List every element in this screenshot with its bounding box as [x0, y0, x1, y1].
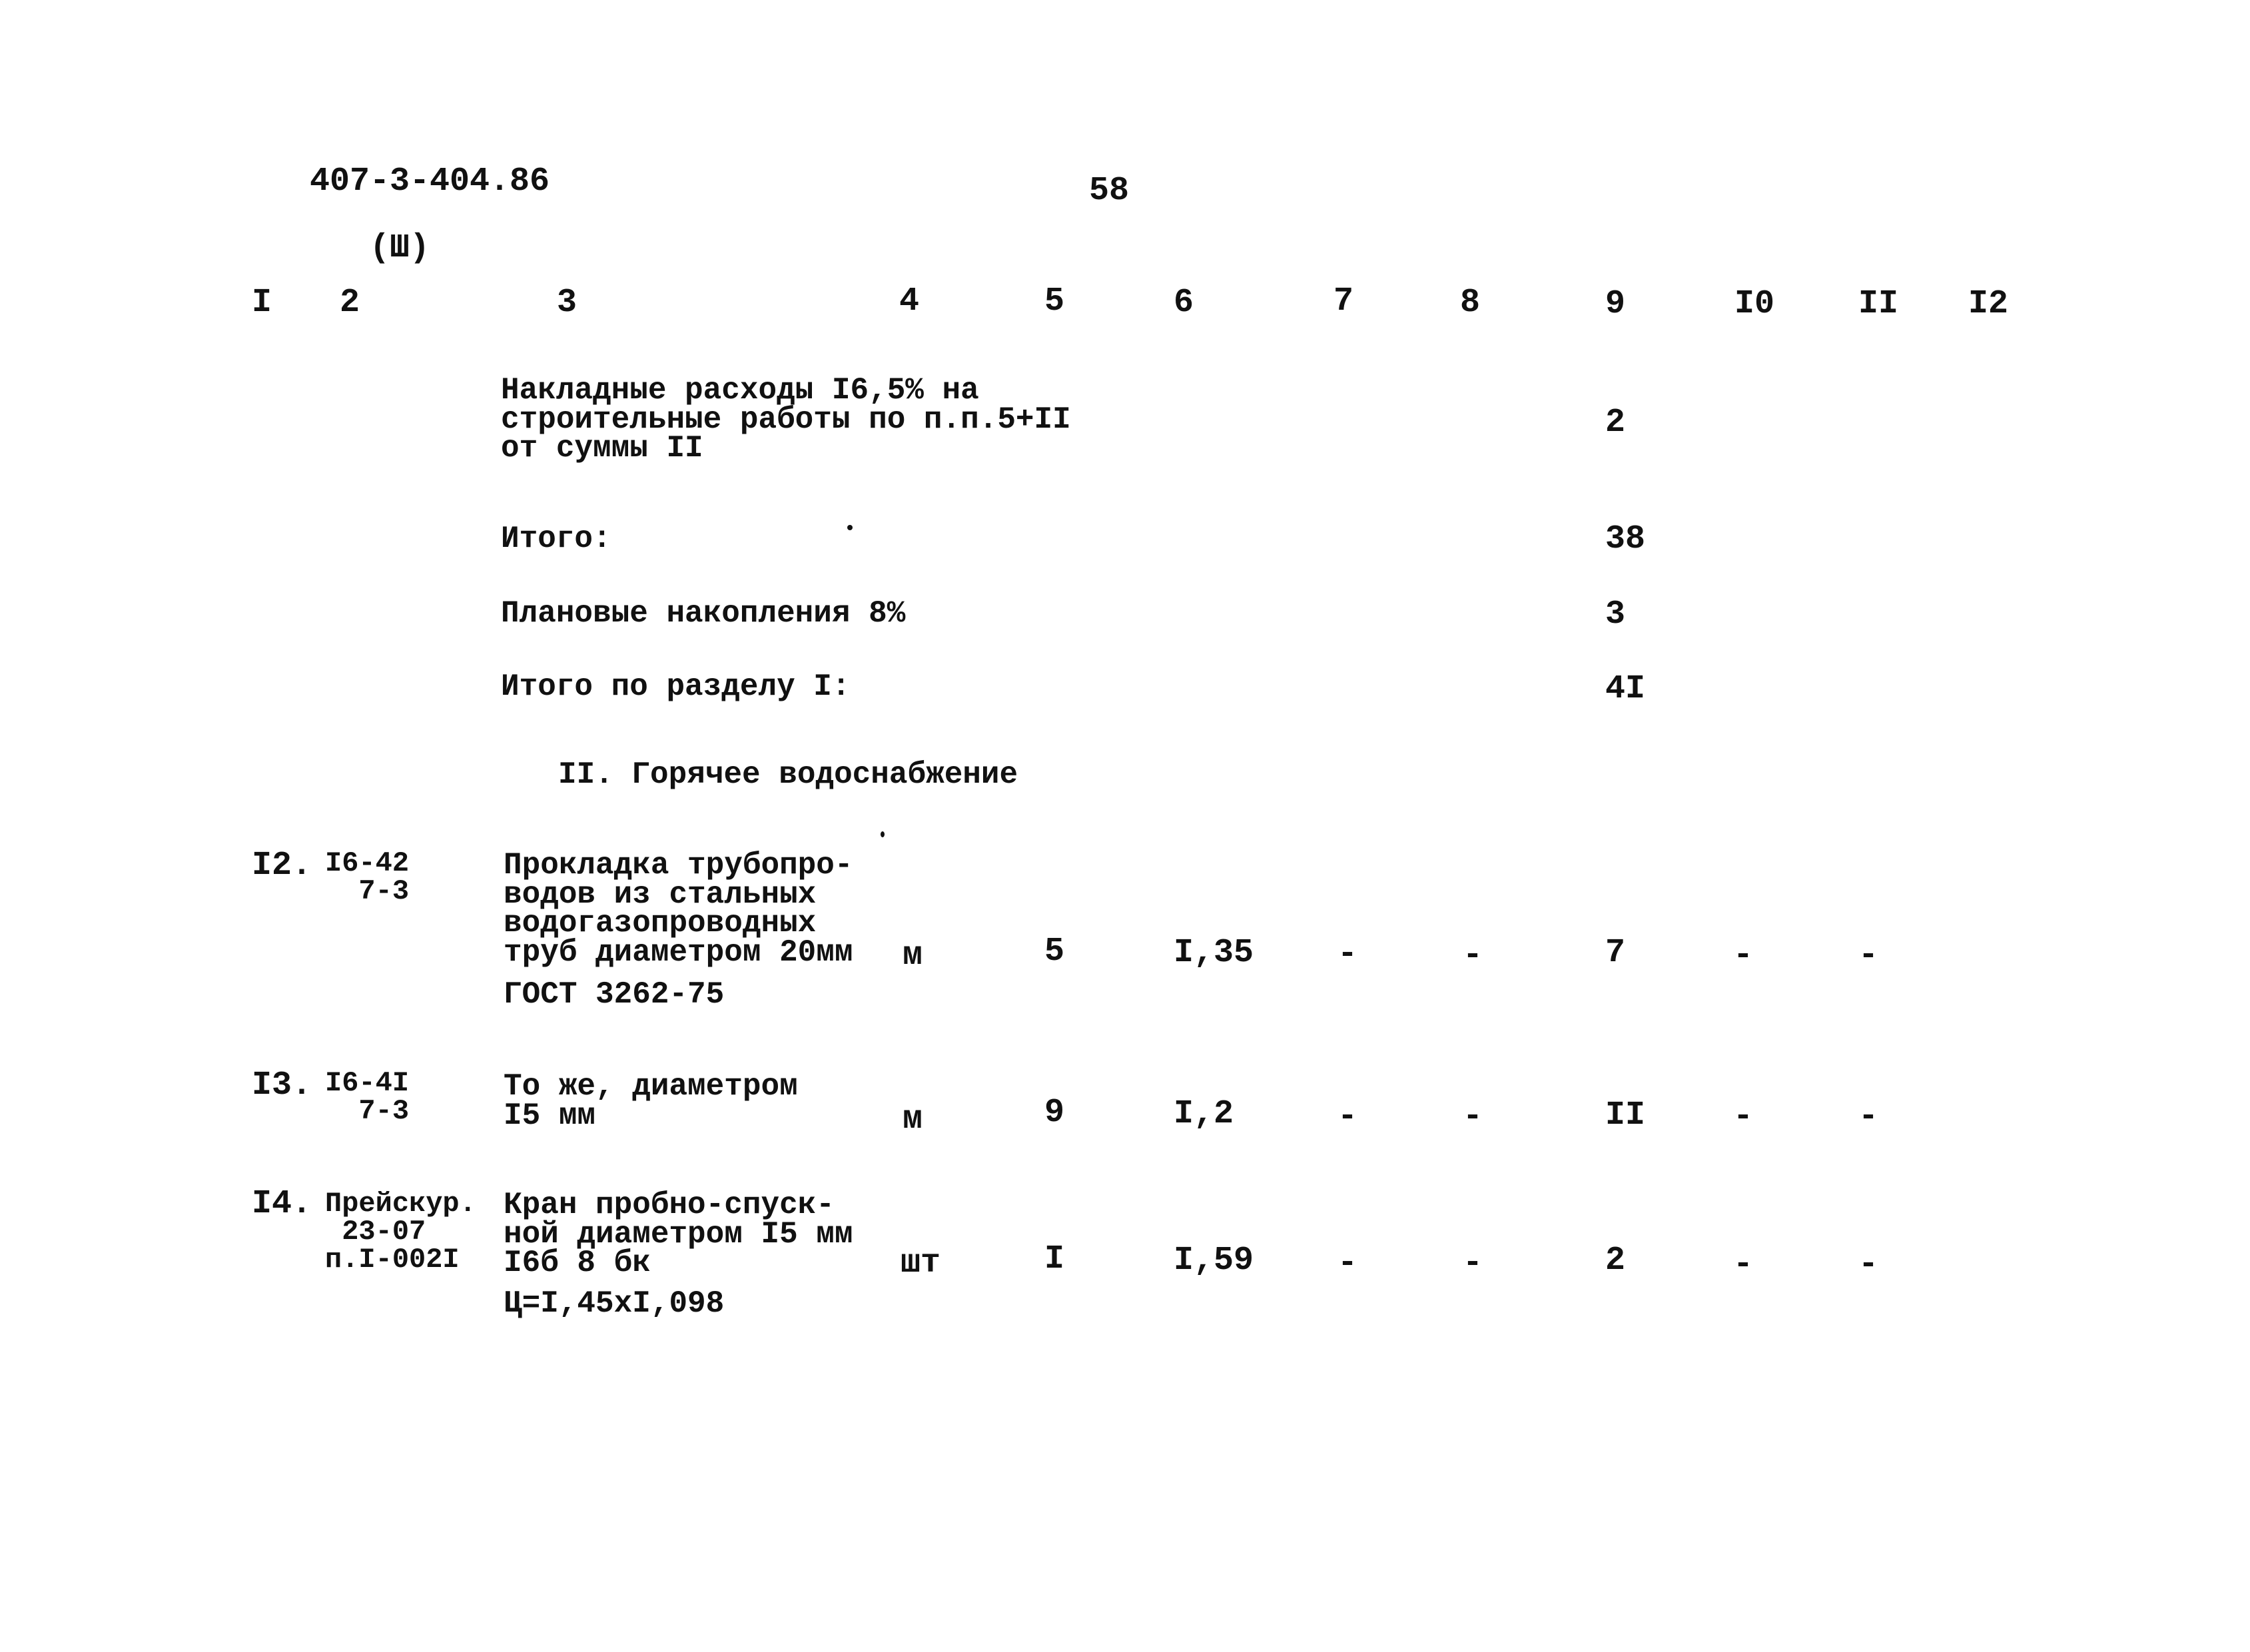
row-code: I6-4I 7-3 [325, 1067, 410, 1127]
planned-savings-label: Плановые накопления 8% [501, 596, 906, 631]
column-header: 6 [1174, 284, 1194, 322]
row-description: Прокладка трубопро- водов из стальных водогазопроводных труб диаметром 20мм [504, 848, 853, 971]
row-description: То же, диаметром I5 мм [504, 1069, 798, 1133]
row-price: I,35 [1174, 934, 1254, 972]
row-col8: - [1463, 1098, 1483, 1136]
row-col9: 7 [1605, 934, 1626, 972]
page-number: 58 [1089, 172, 1130, 210]
overhead-costs-text: Накладные расходы I6,5% на строительные работы по п.п.5+II от суммы II [501, 373, 1071, 466]
row-col7: - [1337, 1244, 1358, 1282]
row-col9: II [1605, 1096, 1646, 1134]
column-header: 7 [1333, 282, 1354, 320]
ink-speck [847, 525, 853, 530]
row-col10: - [1733, 1098, 1754, 1136]
row-number: I4. [252, 1185, 312, 1223]
row-quantity: I [1044, 1240, 1065, 1278]
overhead-costs-value: 2 [1605, 404, 1626, 442]
column-header: 9 [1605, 285, 1626, 323]
row-price: I,59 [1174, 1242, 1254, 1280]
row-col10: - [1733, 937, 1754, 975]
column-header: 4 [899, 282, 920, 320]
column-header: I0 [1734, 285, 1775, 323]
row-description-extra: Ц=I,45хI,098 [504, 1286, 725, 1321]
section-total-value: 4I [1605, 670, 1646, 708]
column-header: 8 [1460, 284, 1481, 322]
row-price: I,2 [1174, 1095, 1234, 1133]
subtotal-value: 38 [1605, 520, 1646, 558]
row-number: I3. [252, 1066, 312, 1104]
row-code: Прейскур. 23-07 п.I-002I [325, 1188, 476, 1276]
row-col7: - [1337, 1098, 1358, 1136]
row-col10: - [1733, 1246, 1754, 1284]
column-header: II [1858, 285, 1899, 323]
subtotal-label: Итого: [501, 522, 611, 556]
row-description-extra: ГОСТ 3262-75 [504, 977, 725, 1012]
ink-speck [881, 831, 885, 837]
row-code: I6-42 7-3 [325, 847, 410, 907]
section-title: II. Горячее водоснабжение [558, 757, 1018, 792]
row-number: I2. [252, 847, 312, 885]
column-header: 5 [1044, 282, 1065, 320]
document-code: 407-3-404.86 [310, 163, 550, 201]
row-col11: - [1858, 937, 1879, 975]
row-col7: - [1337, 935, 1358, 973]
row-unit: шт [901, 1244, 941, 1282]
row-description: Кран пробно-спуск- ной диаметром I5 мм I6б 8 бк [504, 1188, 853, 1281]
planned-savings-value: 3 [1605, 596, 1626, 633]
row-col8: - [1463, 937, 1483, 975]
row-quantity: 9 [1044, 1094, 1065, 1132]
column-header: 3 [557, 284, 577, 322]
part-label: (Ш) [370, 229, 430, 267]
column-header: 2 [340, 284, 360, 322]
row-col9: 2 [1605, 1242, 1626, 1280]
row-quantity: 5 [1044, 933, 1065, 971]
row-col11: - [1858, 1098, 1879, 1136]
row-col8: - [1463, 1244, 1483, 1282]
row-col11: - [1858, 1246, 1879, 1284]
column-header: I [252, 284, 272, 322]
row-unit: м [903, 937, 923, 975]
section-total-label: Итого по разделу I: [501, 669, 851, 704]
row-unit: м [903, 1100, 923, 1138]
column-header: I2 [1968, 285, 2009, 323]
